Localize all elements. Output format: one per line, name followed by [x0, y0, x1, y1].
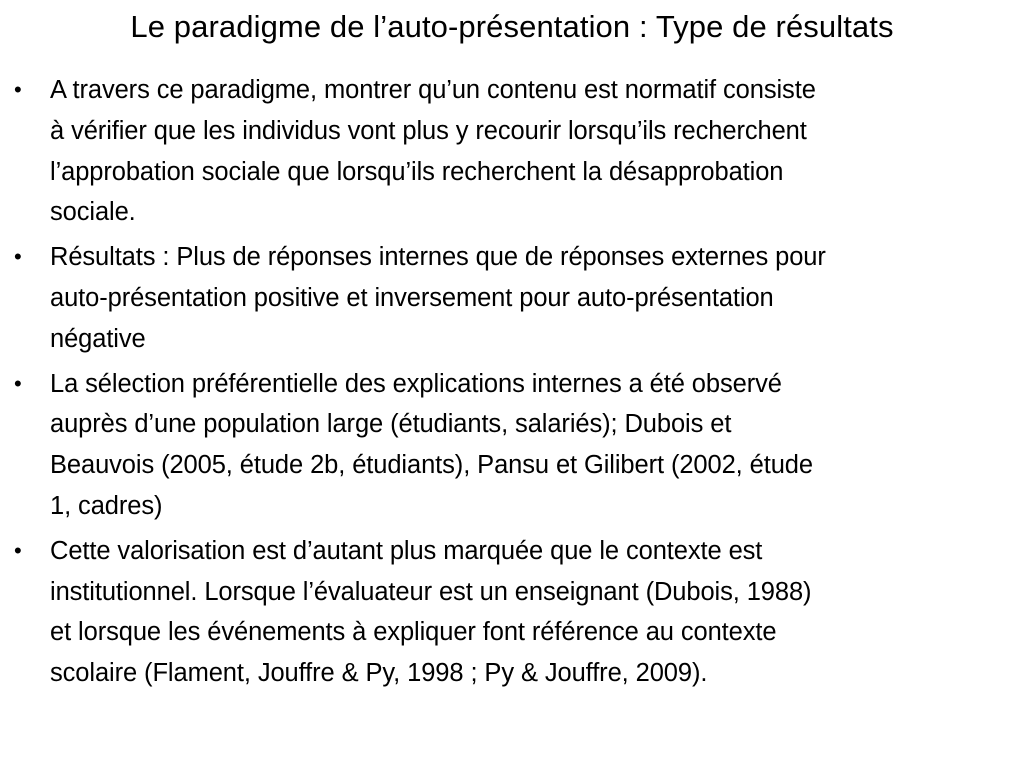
bullet-item — [14, 237, 1014, 359]
bullet-text-line: Cette valorisation est d’autant plus marquée que le contexte est — [50, 536, 763, 565]
slide-title: Le paradigme de l’auto-présentation : Type de résultats — [130, 9, 894, 44]
bullet-icon: • — [14, 244, 22, 270]
bullet-text-line: scolaire (Flament, Jouffre & Py, 1998 ; Py & Jouffre, 2009). — [50, 659, 708, 688]
bullet-text-line: Beauvois (2005, étude 2b, étudiants), Pansu et Gilibert (2002, étude — [50, 451, 813, 480]
bullet-text-line: Résultats : Plus de réponses internes que de réponses externes pour — [50, 243, 826, 272]
bullet-text-line: La sélection préférentielle des explications internes a été observé — [50, 369, 782, 398]
bullet-icon: • — [14, 77, 22, 102]
bullet-item — [14, 364, 1014, 527]
bullet-text-line: à vérifier que les individus vont plus y recourir lorsqu’ils recherchent — [50, 116, 807, 145]
bullet-list — [14, 70, 1014, 694]
bullet-text-line: 1, cadres) — [50, 491, 163, 520]
bullet-icon: • — [14, 370, 22, 396]
bullet-text-line: auto-présentation positive et inversement pour auto-présentation — [50, 283, 774, 312]
bullet-text-line: auprès d’une population large (étudiants, salariés); Dubois et — [50, 410, 732, 439]
bullet-text-line: l’approbation sociale que lorsqu’ils recherchent la désapprobation — [50, 157, 784, 186]
bullet-text-line: institutionnel. Lorsque l’évaluateur est un enseignant (Dubois, 1988) — [50, 577, 812, 606]
bullet-text-line: sociale. — [50, 198, 136, 227]
slide-body — [14, 70, 1014, 698]
bullet-text-line: négative — [50, 324, 146, 353]
bullet-item — [14, 70, 1014, 233]
bullet-text-line: A travers ce paradigme, montrer qu’un contenu est normatif consiste — [50, 76, 816, 104]
bullet-item — [14, 531, 1014, 694]
bullet-icon: • — [14, 537, 22, 563]
bullet-text-line: et lorsque les événements à expliquer font référence au contexte — [50, 618, 777, 647]
